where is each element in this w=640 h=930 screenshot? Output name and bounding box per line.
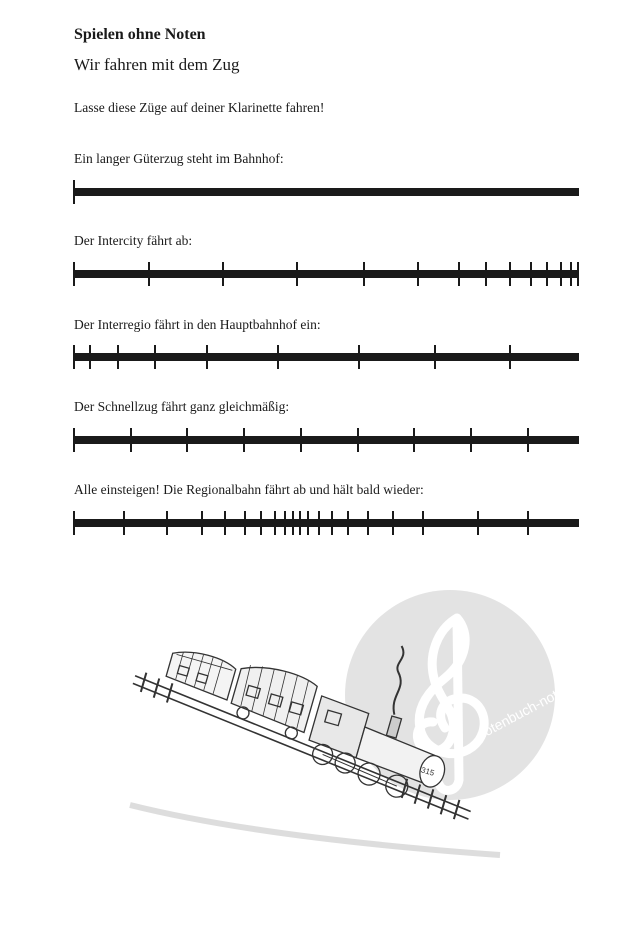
track-tick: [201, 511, 203, 535]
track-tick: [277, 345, 279, 369]
track-tick: [296, 262, 298, 286]
track-tick: [458, 262, 460, 286]
track-express-train: [73, 428, 579, 452]
worksheet-title: Spielen ohne Noten: [74, 26, 206, 43]
track-tick: [243, 428, 245, 452]
track-tick: [358, 345, 360, 369]
track-tick: [73, 180, 75, 204]
svg-text:notenbuch-noten.de: notenbuch-noten.de: [473, 670, 592, 743]
track-tick: [331, 511, 333, 535]
track-tick: [570, 262, 572, 286]
track-tick: [154, 345, 156, 369]
track-tick: [166, 511, 168, 535]
section-label-regional-train: Alle einsteigen! Die Regionalbahn fährt ab und hält bald wieder:: [74, 482, 424, 497]
worksheet-subtitle: Wir fahren mit dem Zug: [74, 55, 240, 74]
track-tick: [73, 511, 75, 535]
section-label-freight-train: Ein langer Güterzug steht im Bahnhof:: [74, 151, 284, 166]
section-label-express-train: Der Schnellzug fährt ganz gleichmäßig:: [74, 399, 290, 414]
track-tick: [222, 262, 224, 286]
track-tick: [318, 511, 320, 535]
track-tick: [527, 511, 529, 535]
track-tick: [224, 511, 226, 535]
track-tick: [347, 511, 349, 535]
track-intercity: [73, 262, 579, 286]
track-tick: [260, 511, 262, 535]
track-tick: [560, 262, 562, 286]
track-bar: [73, 519, 579, 527]
track-tick: [206, 345, 208, 369]
track-tick: [509, 262, 511, 286]
track-interregio: [73, 345, 579, 369]
track-tick: [123, 511, 125, 535]
track-tick: [117, 345, 119, 369]
track-regional-train: [73, 511, 579, 535]
track-tick: [509, 345, 511, 369]
track-tick: [284, 511, 286, 535]
section-label-intercity: Der Intercity fährt ab:: [74, 233, 193, 248]
track-tick: [186, 428, 188, 452]
track-tick: [73, 262, 75, 286]
track-bar: [73, 353, 579, 361]
track-tick: [89, 345, 91, 369]
track-tick: [357, 428, 359, 452]
track-tick: [307, 511, 309, 535]
track-tick: [527, 428, 529, 452]
track-tick: [434, 345, 436, 369]
track-tick: [300, 428, 302, 452]
track-tick: [392, 511, 394, 535]
section-label-interregio: Der Interregio fährt in den Hauptbahnhof ein:: [74, 317, 321, 332]
track-bar: [73, 436, 579, 444]
track-tick: [422, 511, 424, 535]
track-tick: [577, 262, 579, 286]
track-bar: [73, 188, 579, 196]
track-tick: [292, 511, 294, 535]
track-tick: [244, 511, 246, 535]
track-tick: [530, 262, 532, 286]
track-tick: [485, 262, 487, 286]
track-tick: [130, 428, 132, 452]
track-tick: [299, 511, 301, 535]
track-tick: [73, 428, 75, 452]
track-tick: [470, 428, 472, 452]
svg-text:315: 315: [420, 765, 436, 778]
track-tick: [477, 511, 479, 535]
track-tick: [73, 345, 75, 369]
track-tick: [417, 262, 419, 286]
train-illustration: [110, 655, 510, 855]
track-tick: [413, 428, 415, 452]
track-tick: [148, 262, 150, 286]
track-freight-train: [73, 180, 579, 204]
instruction-text: Lasse diese Züge auf deiner Klarinette fahren!: [74, 100, 325, 115]
track-tick: [363, 262, 365, 286]
track-tick: [274, 511, 276, 535]
track-tick: [367, 511, 369, 535]
track-tick: [546, 262, 548, 286]
